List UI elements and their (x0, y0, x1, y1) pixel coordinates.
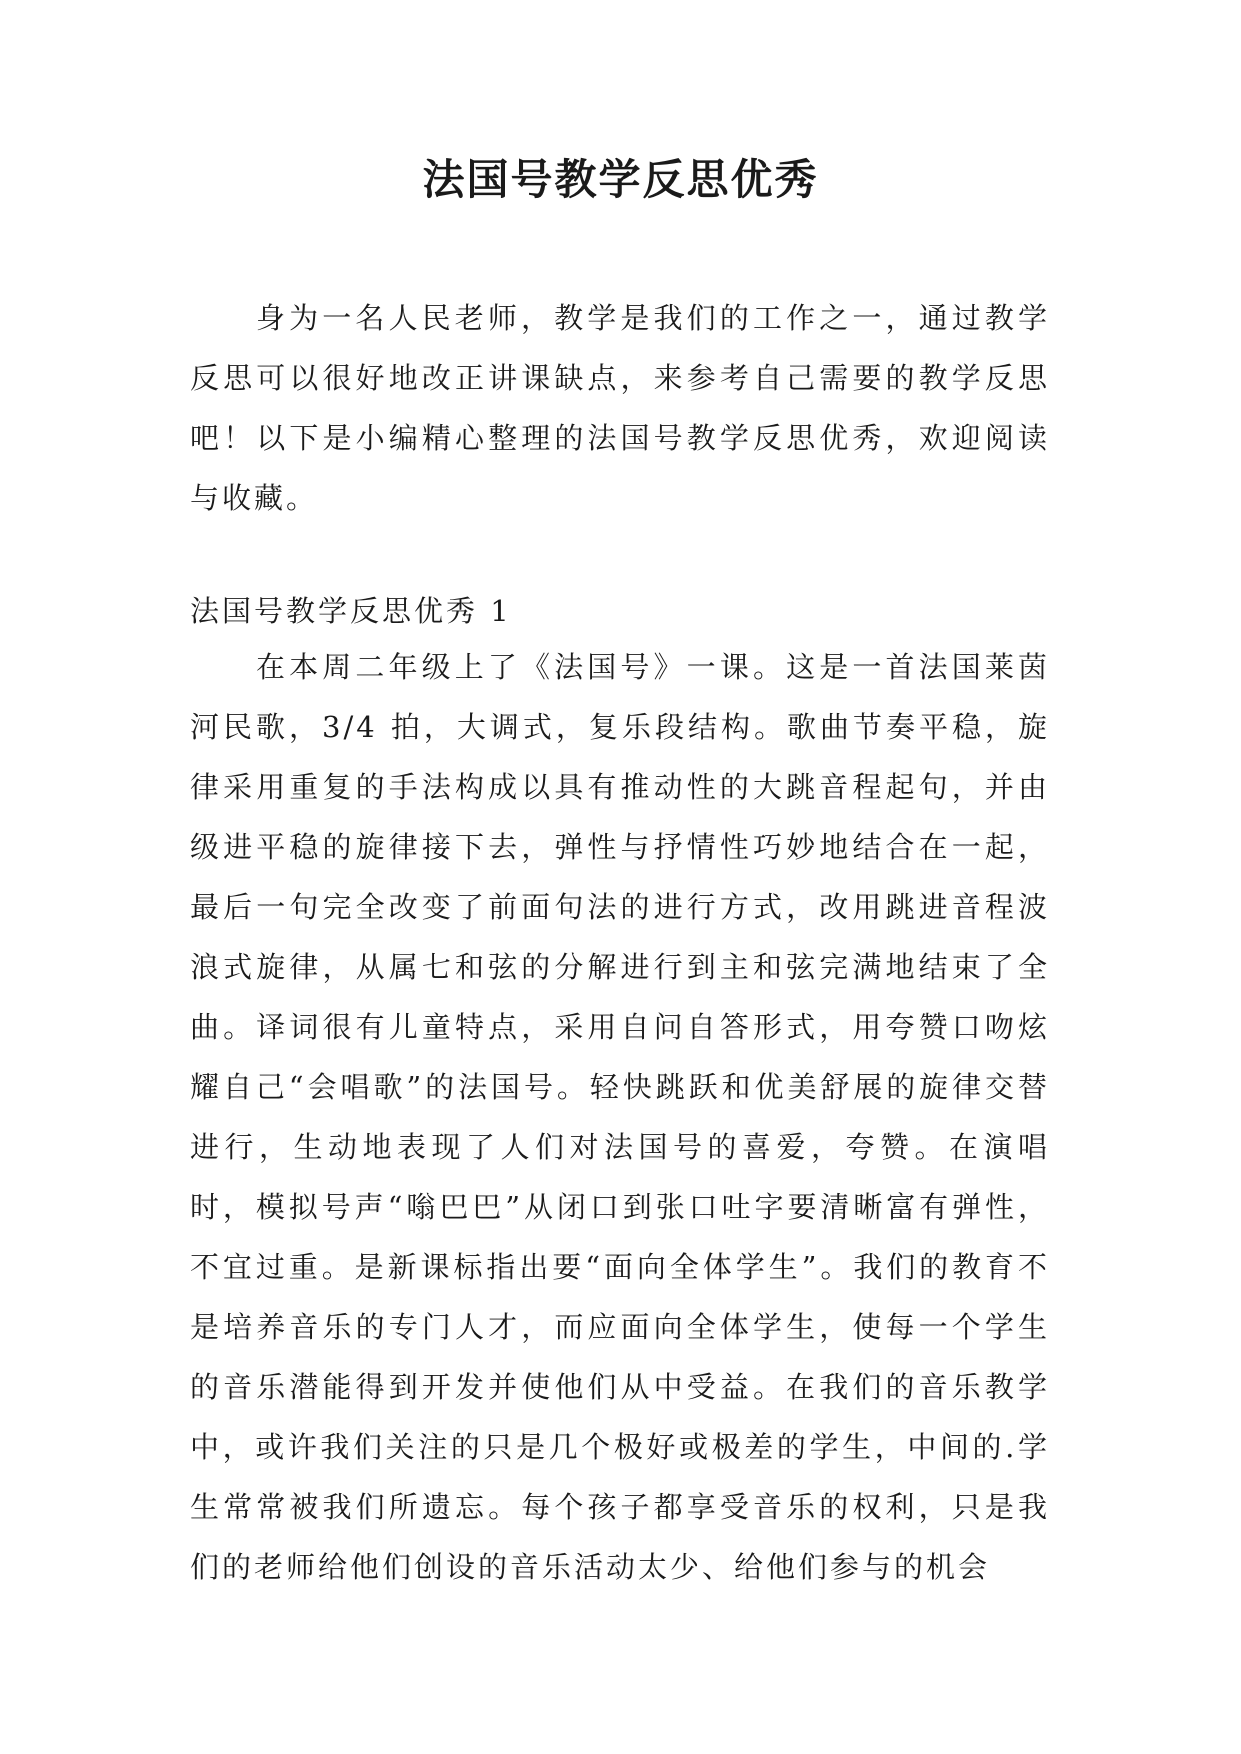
intro-paragraph: 身为一名人民老师，教学是我们的工作之一，通过教学反思可以很好地改正讲课缺点，来参考自己需要的教学反思吧！以下是小编精心整理的法国号教学反思优秀，欢迎阅读与收藏。 (190, 301, 1050, 515)
section-body-paragraph: 在本周二年级上了《法国号》一课。这是一首法国莱茵河民歌，3/4 拍，大调式，复乐段结构。歌曲节奏平稳，旋律采用重复的手法构成以具有推动性的大跳音程起句，并由级进平稳的旋律接下去，弹性与抒情性巧妙地结合在一起，最后一句完全改变了前面句法的进行方式，改用跳进音程波浪式旋律，从属七和弦的分解进行到主和弦完满地结束了全曲。译词很有儿童特点，采用自问自答形式，用夸赞口吻炫耀自己“会唱歌”的法国号。轻快跳跃和优美舒展的旋律交替进行，生动地表现了人们对法国号的喜爱，夸赞。在演唱时，模拟号声“嗡巴巴”从闭口到张口吐字要清晰富有弹性，不宜过重。是新课标指出要“面向全体学生”。我们的教育不是培养音乐的专门人才，而应面向全体学生，使每一个学生的音乐潜能得到开发并使他们从中受益。在我们的音乐教学中，或许我们关注的只是几个极好或极差的学生，中间的.学生常常被我们所遗忘。每个孩子都享受音乐的权利，只是我们的老师给他们创设的音乐活动太少、给他们参与的机会 (190, 650, 1050, 1584)
document-title: 法国号教学反思优秀 (422, 155, 819, 204)
section-heading: 法国号教学反思优秀 1 (190, 594, 512, 628)
